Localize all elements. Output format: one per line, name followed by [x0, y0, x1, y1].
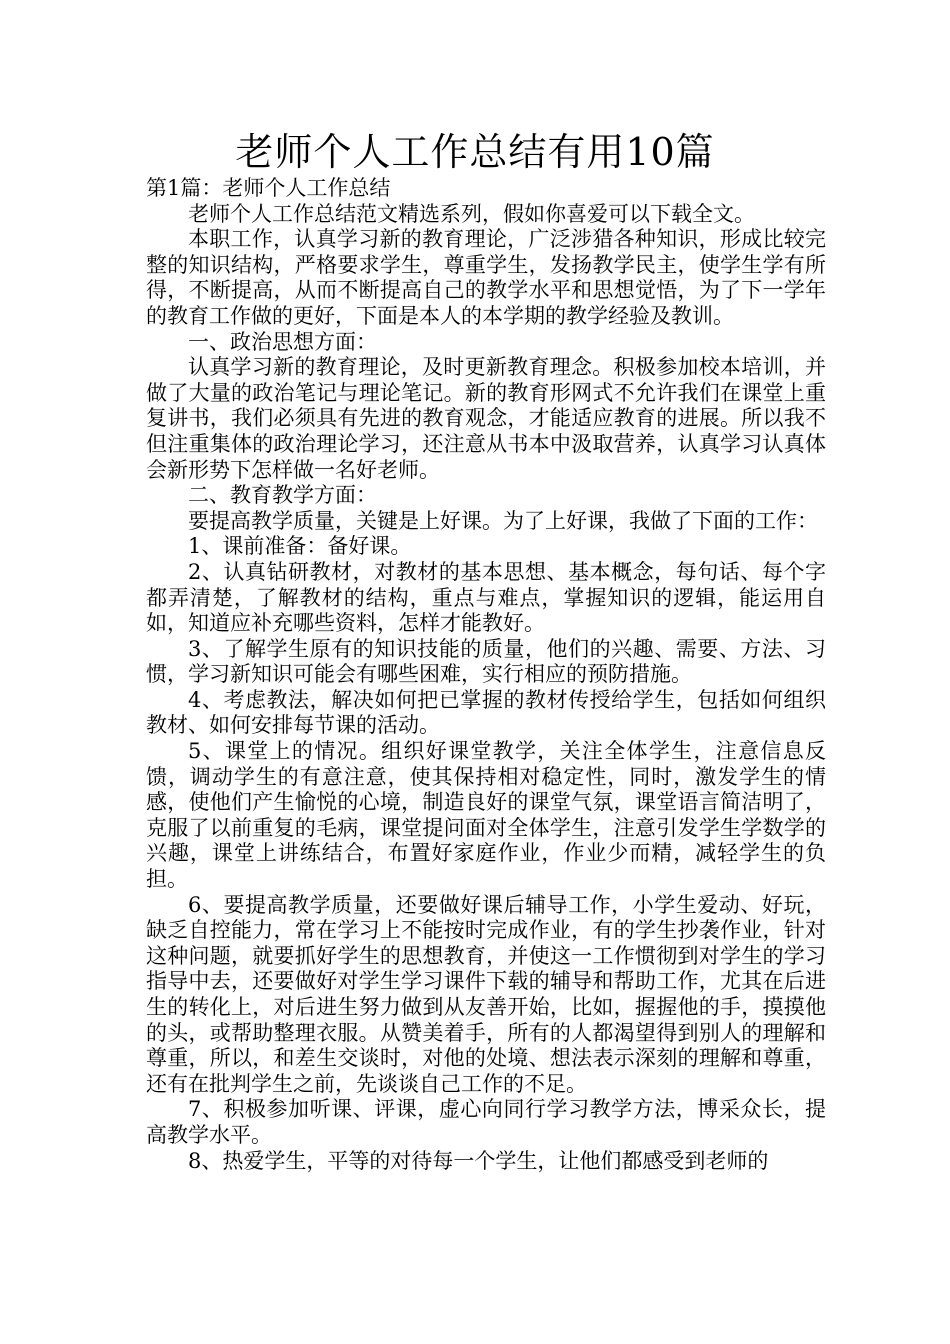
paragraph-overview: 本职工作，认真学习新的教育理论，广泛涉猎各种知识，形成比较完整的知识结构，严格要求学生，尊重学生，发扬教学民主，使学生学有所得，不断提高，从而不断提高自己的教学水平和思想觉悟，为了下一学年的教育工作做的更好，下面是本人的本学期的教学经验及教训。 [146, 227, 826, 328]
document-title: 老师个人工作总结有用10篇 [235, 130, 715, 174]
chapter-heading: 第1篇：老师个人工作总结 [146, 176, 391, 200]
list-item-7: 7、积极参加听课、评课，虚心向同行学习教学方法，博采众长，提高教学水平。 [146, 1097, 826, 1147]
list-item-5: 5、课堂上的情况。组织好课堂教学，关注全体学生，注意信息反馈，调动学生的有意注意，使其保持相对稳定性，同时，激发学生的情感，使他们产生愉悦的心境，制造良好的课堂气氛，课堂语言简洁明了，克服了以前重复的毛病，课堂提问面对全体学生，注意引发学生学数学的兴趣，课堂上讲练结合，布置好家庭作业，作业少而精，减轻学生的负担。 [146, 739, 826, 892]
section-heading-political: 一、政治思想方面： [188, 329, 377, 354]
list-item-8: 8、热爱学生，平等的对待每一个学生，让他们都感受到老师的 [188, 1148, 769, 1173]
list-item-6: 6、要提高教学质量，还要做好课后辅导工作，小学生爱动、好玩，缺乏自控能力，常在学习上不能按时完成作业，有的学生抄袭作业，针对这种问题，就要抓好学生的思想教育，并使这一工作惯彻到对学生的学习指导中去，还要做好对学生学习课件下载的辅导和帮助工作，尤其在后进生的转化上，对后进生努力做到从友善开始，比如，握握他的手，摸摸他的头，或帮助整理衣服。从赞美着手，所有的人都渴望得到别人的理解和尊重，所以，和差生交谈时，对他的处境、想法表示深刻的理解和尊重，还有在批判学生之前，先谈谈自己工作的不足。 [146, 892, 826, 1096]
list-item-2: 2、认真钻研教材，对教材的基本思想、基本概念，每句话、每个字都弄清楚，了解教材的结构，重点与难点，掌握知识的逻辑，能运用自如，知道应补充哪些资料，怎样才能教好。 [146, 559, 826, 636]
section-heading-teaching: 二、教育教学方面： [188, 483, 377, 508]
list-item-3: 3、了解学生原有的知识技能的质量，他们的兴趣、需要、方法、习惯，学习新知识可能会有哪些困难，实行相应的预防措施。 [146, 636, 826, 687]
paragraph-intro: 老师个人工作总结范文精选系列，假如你喜爱可以下载全文。 [188, 201, 755, 226]
paragraph-political: 认真学习新的教育理论，及时更新教育理念。积极参加校本培训，并做了大量的政治笔记与理论笔记。新的教育形网式不允许我们在课堂上重复讲书，我们必须具有先进的教育观念，才能适应教育的进展。所以我不但注重集体的政治理论学习，还注意从书本中汲取营养，认真学习认真体会新形势下怎样做一名好老师。 [146, 355, 826, 482]
document-body [146, 176, 826, 1174]
paragraph-teaching-intro: 要提高教学质量，关键是上好课。为了上好课，我做了下面的工作： [188, 508, 818, 533]
list-item-4: 4、考虑教法，解决如何把已掌握的教材传授给学生，包括如何组织教材、如何安排每节课的活动。 [146, 687, 826, 738]
list-item-1: 1、课前准备：备好课。 [188, 534, 412, 559]
